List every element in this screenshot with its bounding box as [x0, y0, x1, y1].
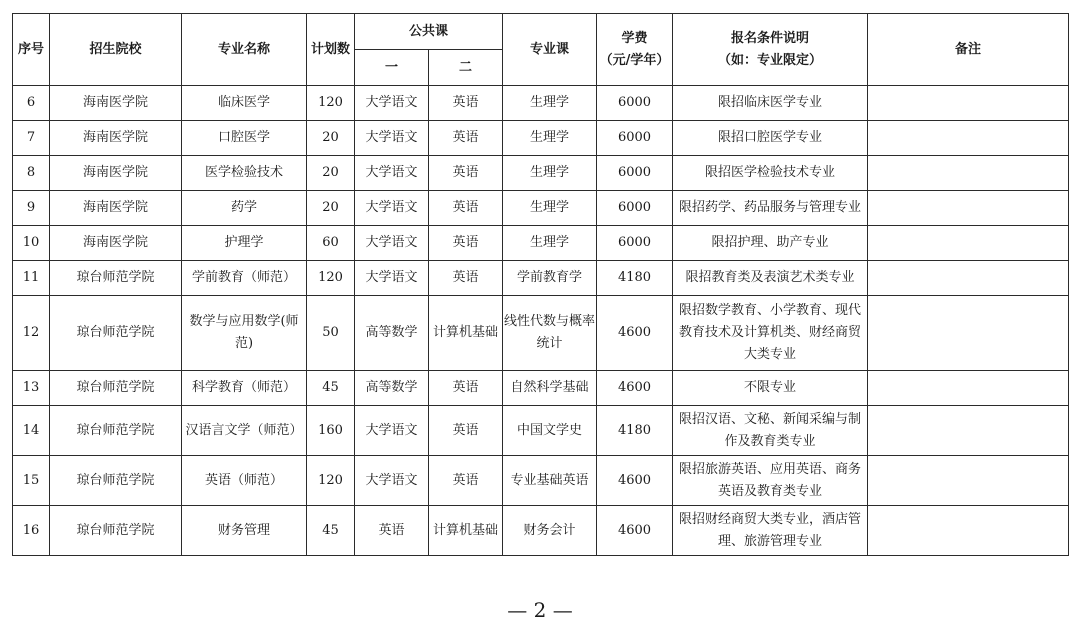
- cell-school: 海南医学院: [50, 191, 182, 226]
- cell-major: 学前教育（师范）: [182, 261, 307, 296]
- header-public-course: 公共课: [355, 14, 503, 50]
- cell-public-2: 计算机基础: [429, 296, 503, 371]
- cell-seq: 8: [13, 156, 50, 191]
- cell-major-course: 生理学: [503, 191, 597, 226]
- header-plan: 计划数: [307, 14, 355, 86]
- cell-note: [868, 261, 1069, 296]
- cell-conditions: 限招数学教育、小学教育、现代教育技术及计算机类、财经商贸大类专业: [673, 296, 868, 371]
- header-row: [13, 14, 1069, 50]
- cell-fee: 4180: [597, 261, 673, 296]
- table-row: [13, 406, 1069, 456]
- cell-note: [868, 86, 1069, 121]
- cell-public-1: 高等数学: [355, 371, 429, 406]
- cell-public-1: 高等数学: [355, 296, 429, 371]
- cell-plan: 45: [307, 506, 355, 556]
- cell-school: 琼台师范学院: [50, 261, 182, 296]
- cell-public-1: 大学语文: [355, 226, 429, 261]
- cell-conditions: 限招口腔医学专业: [673, 121, 868, 156]
- cell-plan: 50: [307, 296, 355, 371]
- cell-school: 海南医学院: [50, 156, 182, 191]
- cell-conditions: 限招财经商贸大类专业，酒店管理、旅游管理专业: [673, 506, 868, 556]
- cell-public-1: 大学语文: [355, 261, 429, 296]
- cell-note: [868, 121, 1069, 156]
- cell-major: 药学: [182, 191, 307, 226]
- cell-note: [868, 506, 1069, 556]
- cell-major-course: 线性代数与概率统计: [503, 296, 597, 371]
- cell-note: [868, 296, 1069, 371]
- cell-public-1: 大学语文: [355, 406, 429, 456]
- cell-conditions: 不限专业: [673, 371, 868, 406]
- table-row: [13, 121, 1069, 156]
- cell-conditions: 限招临床医学专业: [673, 86, 868, 121]
- cell-major: 数学与应用数学(师范): [182, 296, 307, 371]
- cell-major-course: 生理学: [503, 156, 597, 191]
- cell-seq: 16: [13, 506, 50, 556]
- cell-major-course: 自然科学基础: [503, 371, 597, 406]
- cell-conditions: 限招汉语、文秘、新闻采编与制作及教育类专业: [673, 406, 868, 456]
- cell-seq: 9: [13, 191, 50, 226]
- cell-school: 琼台师范学院: [50, 506, 182, 556]
- cell-school: 海南医学院: [50, 226, 182, 261]
- cell-seq: 13: [13, 371, 50, 406]
- cell-conditions: 限招护理、助产专业: [673, 226, 868, 261]
- header-fee: [597, 14, 673, 86]
- header-conditions-line2: （如：专业限定）: [718, 52, 823, 68]
- header-seq: 序号: [13, 14, 50, 86]
- cell-public-1: 英语: [355, 506, 429, 556]
- cell-fee: 4600: [597, 296, 673, 371]
- cell-public-2: 计算机基础: [429, 506, 503, 556]
- cell-plan: 20: [307, 121, 355, 156]
- table-row: [13, 226, 1069, 261]
- cell-public-2: 英语: [429, 191, 503, 226]
- table-row: [13, 86, 1069, 121]
- cell-seq: 14: [13, 406, 50, 456]
- cell-public-2: 英语: [429, 371, 503, 406]
- header-fee-line1: 学费: [621, 30, 648, 46]
- admissions-table: [12, 13, 1069, 556]
- cell-major: 医学检验技术: [182, 156, 307, 191]
- cell-fee: 6000: [597, 156, 673, 191]
- cell-fee: 4600: [597, 371, 673, 406]
- cell-major: 汉语言文学（师范）: [182, 406, 307, 456]
- cell-fee: 4180: [597, 406, 673, 456]
- cell-major-course: 生理学: [503, 86, 597, 121]
- header-note: 备注: [868, 14, 1069, 86]
- cell-conditions: 限招教育类及表演艺术类专业: [673, 261, 868, 296]
- cell-note: [868, 406, 1069, 456]
- cell-public-1: 大学语文: [355, 456, 429, 506]
- cell-fee: 4600: [597, 506, 673, 556]
- cell-plan: 160: [307, 406, 355, 456]
- cell-major-course: 生理学: [503, 226, 597, 261]
- cell-public-1: 大学语文: [355, 191, 429, 226]
- header-major-course: 专业课: [503, 14, 597, 86]
- page-number: — 2 —: [507, 598, 573, 622]
- header-public-1: 一: [355, 50, 429, 86]
- header-conditions-line1: 报名条件说明: [731, 30, 810, 46]
- table-row: [13, 191, 1069, 226]
- header-fee-line2: （元/学年）: [599, 52, 670, 68]
- cell-seq: 12: [13, 296, 50, 371]
- cell-plan: 120: [307, 86, 355, 121]
- table-row: [13, 296, 1069, 371]
- cell-fee: 6000: [597, 121, 673, 156]
- cell-major: 科学教育（师范）: [182, 371, 307, 406]
- cell-public-1: 大学语文: [355, 156, 429, 191]
- cell-fee: 4600: [597, 456, 673, 506]
- cell-note: [868, 156, 1069, 191]
- cell-seq: 7: [13, 121, 50, 156]
- cell-public-2: 英语: [429, 226, 503, 261]
- cell-note: [868, 456, 1069, 506]
- cell-major-course: 中国文学史: [503, 406, 597, 456]
- cell-note: [868, 371, 1069, 406]
- header-public-2: 二: [429, 50, 503, 86]
- header-major: 专业名称: [182, 14, 307, 86]
- cell-plan: 20: [307, 156, 355, 191]
- cell-plan: 45: [307, 371, 355, 406]
- table-row: [13, 261, 1069, 296]
- cell-public-2: 英语: [429, 406, 503, 456]
- cell-public-1: 大学语文: [355, 121, 429, 156]
- cell-school: 琼台师范学院: [50, 371, 182, 406]
- cell-seq: 6: [13, 86, 50, 121]
- cell-fee: 6000: [597, 86, 673, 121]
- cell-seq: 10: [13, 226, 50, 261]
- table-row: [13, 156, 1069, 191]
- table-row: [13, 456, 1069, 506]
- cell-school: 琼台师范学院: [50, 296, 182, 371]
- cell-seq: 15: [13, 456, 50, 506]
- cell-major-course: 专业基础英语: [503, 456, 597, 506]
- cell-public-2: 英语: [429, 261, 503, 296]
- table-row: [13, 506, 1069, 556]
- cell-major-course: 学前教育学: [503, 261, 597, 296]
- table-row: [13, 371, 1069, 406]
- cell-public-2: 英语: [429, 456, 503, 506]
- cell-note: [868, 191, 1069, 226]
- cell-major: 英语（师范）: [182, 456, 307, 506]
- cell-public-1: 大学语文: [355, 86, 429, 121]
- cell-major-course: 财务会计: [503, 506, 597, 556]
- cell-plan: 60: [307, 226, 355, 261]
- cell-plan: 20: [307, 191, 355, 226]
- cell-school: 海南医学院: [50, 121, 182, 156]
- cell-major: 临床医学: [182, 86, 307, 121]
- cell-fee: 6000: [597, 191, 673, 226]
- cell-school: 琼台师范学院: [50, 406, 182, 456]
- cell-plan: 120: [307, 456, 355, 506]
- cell-public-2: 英语: [429, 156, 503, 191]
- cell-public-2: 英语: [429, 86, 503, 121]
- cell-fee: 6000: [597, 226, 673, 261]
- cell-major: 护理学: [182, 226, 307, 261]
- cell-school: 琼台师范学院: [50, 456, 182, 506]
- cell-major: 财务管理: [182, 506, 307, 556]
- cell-school: 海南医学院: [50, 86, 182, 121]
- cell-conditions: 限招药学、药品服务与管理专业: [673, 191, 868, 226]
- cell-public-2: 英语: [429, 121, 503, 156]
- cell-note: [868, 226, 1069, 261]
- cell-conditions: 限招旅游英语、应用英语、商务英语及教育类专业: [673, 456, 868, 506]
- cell-conditions: 限招医学检验技术专业: [673, 156, 868, 191]
- cell-major: 口腔医学: [182, 121, 307, 156]
- cell-plan: 120: [307, 261, 355, 296]
- cell-major-course: 生理学: [503, 121, 597, 156]
- header-conditions: [673, 14, 868, 86]
- cell-seq: 11: [13, 261, 50, 296]
- header-school: 招生院校: [50, 14, 182, 86]
